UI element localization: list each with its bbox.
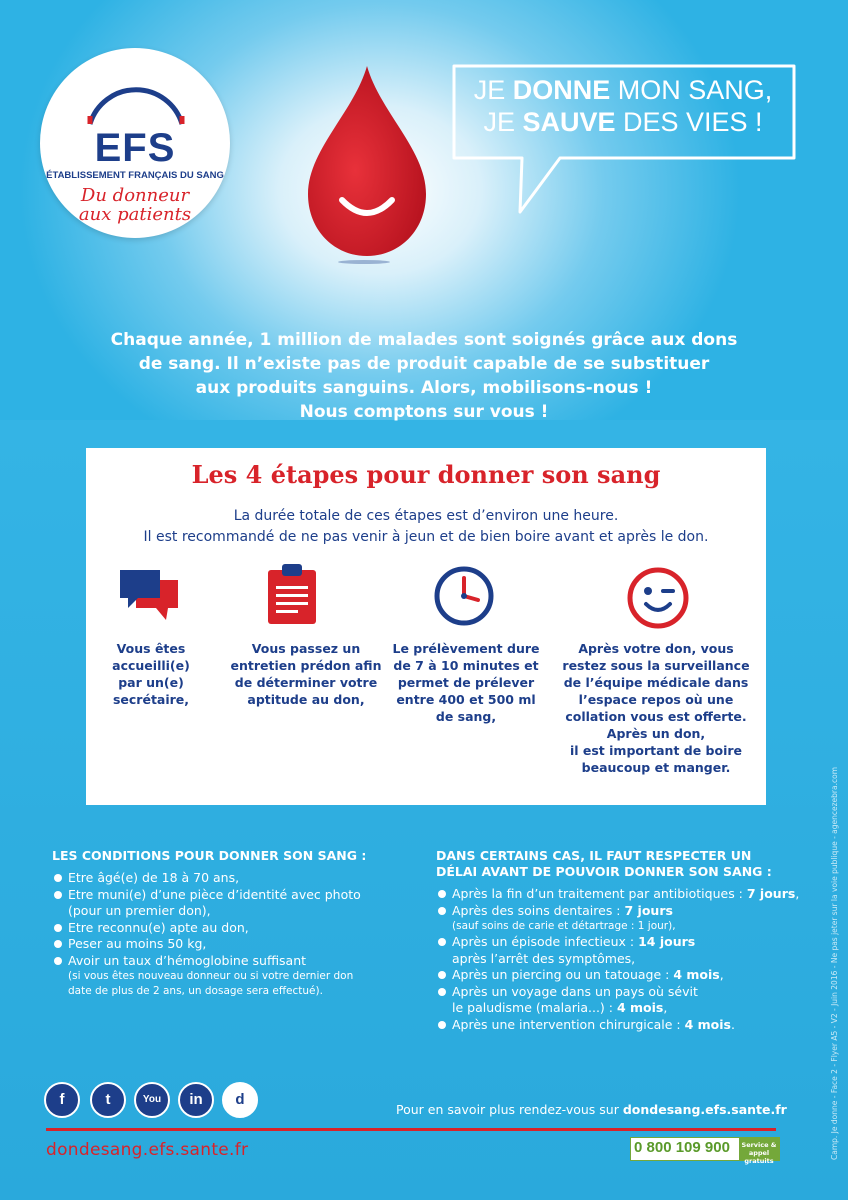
conditions-list (52, 870, 412, 999)
list-item: Après des soins dentaires : 7 jours (sauf soins de carie et détartrage : 1 jour), (436, 903, 808, 935)
logo-tagline-line1: Du donneur (80, 185, 190, 206)
step-4-text: Après votre don, vous restez sous la surveillance de l’équipe médicale dans l’espace repos où une collation vous est offerte. Après un don, il est important de boire beaucoup et manger. (562, 641, 750, 775)
conditions-title: LES CONDITIONS POUR DONNER SON SANG : (52, 848, 367, 863)
slogan-line1: JE DONNE MON SANG, (473, 75, 773, 105)
clipboard-icon (266, 562, 318, 626)
step-3-text: Le prélèvement dure de 7 à 10 minutes et permet de prélever entre 400 et 500 ml de sang, (392, 641, 540, 724)
intro-text (90, 328, 758, 424)
efs-logo (40, 48, 230, 238)
step-2-text: Vous passez un entretien prédon afin de déterminer votre aptitude au don, (230, 641, 382, 707)
intro-line: Chaque année, 1 million de malades sont soignés grâce aux dons (110, 330, 738, 350)
linkedin-icon[interactable]: in (178, 1082, 214, 1118)
more-info: Pour en savoir plus rendez-vous sur dondesang.efs.sante.fr (396, 1102, 787, 1117)
footer-divider (46, 1128, 776, 1131)
delays-section (436, 848, 808, 1033)
step-1-text: Vous êtes accueilli(e) par un(e) secrétaire, (112, 641, 190, 707)
slogan (448, 74, 798, 138)
legal-text: Camp. Je donne - Face 2 - Flyer A5 - V2 - Juin 2016 - Ne pas jeter sur la voie publique - agencezebra.com (830, 766, 839, 1160)
phone-tag: Service & appel gratuits (739, 1138, 779, 1160)
list-item: Après un épisode infectieux : 14 jours après l’arrêt des symptômes, (436, 934, 808, 967)
logo-arc-icon (86, 76, 186, 126)
list-item: Après un piercing ou un tatouage : 4 mois, (436, 967, 808, 984)
list-item: Avoir un taux d’hémoglobine suffisant (si vous êtes nouveau donneur ou si votre dernier don date de plus de 2 ans, un dosage sera effectué). (52, 953, 412, 1000)
efs-app-icon[interactable]: d (222, 1082, 258, 1118)
steps-subtitle: La durée totale de ces étapes est d’environ une heure. Il est recommandé de ne pas venir à jeun et de bien boire avant et après le don. (143, 508, 709, 545)
youtube-icon[interactable]: You (134, 1082, 170, 1118)
clock-icon (432, 564, 496, 628)
chat-bubbles-icon (116, 566, 182, 624)
website-link[interactable]: dondesang.efs.sante.fr (46, 1140, 249, 1160)
list-item: Etre reconnu(e) apte au don, (52, 920, 412, 937)
logo-full-name: ÉTABLISSEMENT FRANÇAIS DU SANG (46, 170, 224, 181)
conditions-section (52, 848, 412, 999)
list-item: Peser au moins 50 kg, (52, 936, 412, 953)
winking-face-icon (626, 566, 690, 630)
steps-card (86, 448, 766, 805)
blood-drop-icon (302, 64, 432, 264)
list-item: Etre muni(e) d’une pièce d’identité avec photo (pour un premier don), (52, 887, 412, 920)
slogan-line2: JE SAUVE DES VIES ! (483, 107, 763, 137)
facebook-icon[interactable]: f (44, 1082, 80, 1118)
phone-box[interactable] (630, 1137, 780, 1165)
steps-title: Les 4 étapes pour donner son sang (191, 460, 661, 489)
intro-line: Nous comptons sur vous ! (299, 402, 549, 422)
list-item: Après un voyage dans un pays où sévit le paludisme (malaria...) : 4 mois, (436, 984, 808, 1017)
delays-list (436, 886, 808, 1033)
more-info-link[interactable]: dondesang.efs.sante.fr (622, 1102, 787, 1117)
list-item: Etre âgé(e) de 18 à 70 ans, (52, 870, 412, 887)
intro-line: aux produits sanguins. Alors, mobilisons-nous ! (195, 378, 653, 398)
delays-title: DANS CERTAINS CAS, IL FAUT RESPECTER UN DÉLAI AVANT DE POUVOIR DONNER SON SANG : (436, 848, 772, 879)
logo-name: EFS (94, 126, 176, 170)
twitter-icon[interactable]: t (90, 1082, 126, 1118)
list-item: Après la fin d’un traitement par antibiotiques : 7 jours, (436, 886, 808, 903)
logo-tagline-line2: aux patients (78, 204, 192, 225)
phone-number: 0 800 109 900 (634, 1139, 730, 1156)
intro-line: de sang. Il n’existe pas de produit capable de se substituer (138, 354, 710, 374)
list-item: Après une intervention chirurgicale : 4 mois. (436, 1017, 808, 1034)
logo-tagline (40, 186, 230, 224)
